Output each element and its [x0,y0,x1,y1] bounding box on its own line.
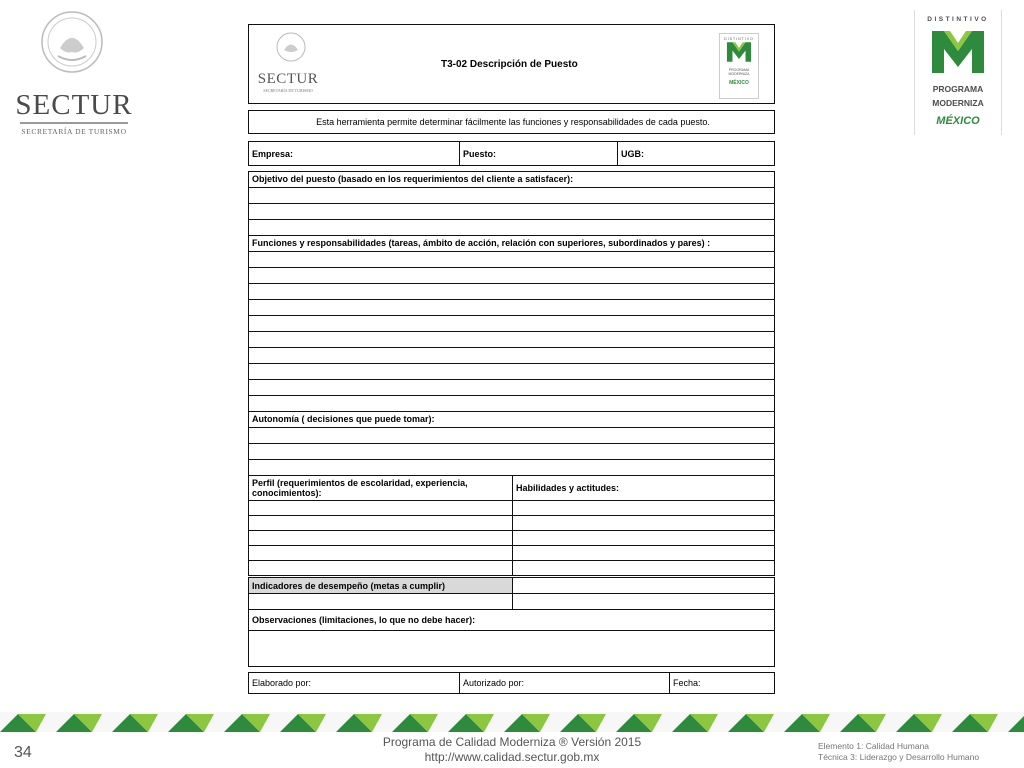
indicadores-label: Indicadores de desempeño (metas a cumplir) [248,577,513,594]
moderniza-m-icon [930,29,986,75]
funciones-label: Funciones y responsabilidades (tareas, ámbito de acción, relación con superiores, subordinados y pares) : [249,236,774,252]
footer-url[interactable]: http://www.calidad.sectur.gob.mx [424,750,600,764]
objetivo-row[interactable] [249,204,774,220]
form-sectur-logo-text: SECTUR [257,71,319,87]
footer-program-line: Programa de Calidad Moderniza ® Versión 2015 [382,735,642,749]
autonomia-label: Autonomía ( decisiones que puede tomar): [249,412,774,428]
habilidades-row[interactable] [512,560,775,576]
indicadores-right-row[interactable] [512,593,775,610]
job-description-form [248,24,775,696]
funciones-row[interactable] [249,364,774,380]
habilidades-row[interactable] [512,500,775,516]
objetivo-section [248,171,775,476]
mexico-seal-icon [40,10,104,74]
ugb-field[interactable]: UGB: [617,141,775,166]
funciones-row[interactable] [249,284,774,300]
perfil-row[interactable] [248,530,513,546]
footer-center [300,735,724,765]
decorative-stripe [0,712,1024,732]
fecha-field[interactable]: Fecha: [669,672,775,694]
objetivo-label: Objetivo del puesto (basado en los requerimientos del cliente a satisfacer): [249,172,774,188]
autonomia-row[interactable] [249,460,774,476]
habilidades-row[interactable] [512,515,775,531]
programa-label: PROGRAMA [932,84,984,94]
form-sectur-logo [255,71,321,93]
footer-element: Elemento 1: Calidad Humana [818,741,930,751]
perfil-row[interactable] [248,515,513,531]
perfil-row[interactable] [248,545,513,561]
perfil-row[interactable] [248,560,513,576]
autonomia-row[interactable] [249,428,774,444]
moderniza-label: MODERNIZA [932,98,984,108]
elaborado-field[interactable]: Elaborado por: [248,672,460,694]
autorizado-field[interactable]: Autorizado por: [459,672,670,694]
funciones-row[interactable] [249,380,774,396]
small-seal-icon [275,31,307,63]
funciones-row[interactable] [249,268,774,284]
habilidades-row[interactable] [512,530,775,546]
habilidades-label: Habilidades y actitudes: [512,475,775,501]
empresa-field[interactable]: Empresa: [248,141,460,166]
form-badge-mexico: MÉXICO [729,80,749,86]
habilidades-row[interactable] [512,545,775,561]
objetivo-row[interactable] [249,188,774,204]
objetivo-row[interactable] [249,220,774,236]
form-badge-programa: PROGRAMA [728,68,750,72]
funciones-row[interactable] [249,316,774,332]
form-badge [719,33,759,99]
logo-divider [20,122,128,124]
form-badge-distintivo: DISTINTIVO [724,37,754,41]
form-badge-moderniza: MODERNIZA [728,72,750,76]
sectur-logo-subtitle: SECRETARÍA DE TURISMO [21,127,127,136]
puesto-field[interactable]: Puesto: [459,141,618,166]
perfil-row[interactable] [248,500,513,516]
form-sectur-logo-subtitle: SECRETARÍA DE TURISMO [263,88,313,93]
perfil-label: Perfil (requerimientos de escolaridad, experiencia, conocimientos): [248,475,513,501]
observaciones-field[interactable] [248,630,775,667]
indicadores-row[interactable] [248,593,513,610]
sectur-logo [14,90,134,136]
distintivo-label: DISTINTIVO [927,16,989,23]
sectur-logo-text: SECTUR [15,89,133,121]
funciones-row[interactable] [249,252,774,268]
form-header [248,24,775,104]
form-title: T3-02 Descripción de Puesto [441,59,578,70]
funciones-row[interactable] [249,348,774,364]
page-number: 34 [14,744,32,761]
observaciones-label: Observaciones (limitaciones, lo que no debe hacer): [248,609,775,631]
indicadores-right-row[interactable] [512,577,775,594]
programa-moderniza-logo [914,10,1002,135]
autonomia-row[interactable] [249,444,774,460]
form-intro: Esta herramienta permite determinar fácilmente las funciones y responsabilidades de cada puesto. [248,110,775,134]
funciones-row[interactable] [249,396,774,412]
funciones-row[interactable] [249,300,774,316]
footer-right [818,741,979,763]
funciones-row[interactable] [249,332,774,348]
form-badge-m-icon [726,41,752,63]
mexico-label: MÉXICO [936,115,980,127]
footer-technique: Técnica 3: Liderazgo y Desarrollo Humano [818,752,980,762]
